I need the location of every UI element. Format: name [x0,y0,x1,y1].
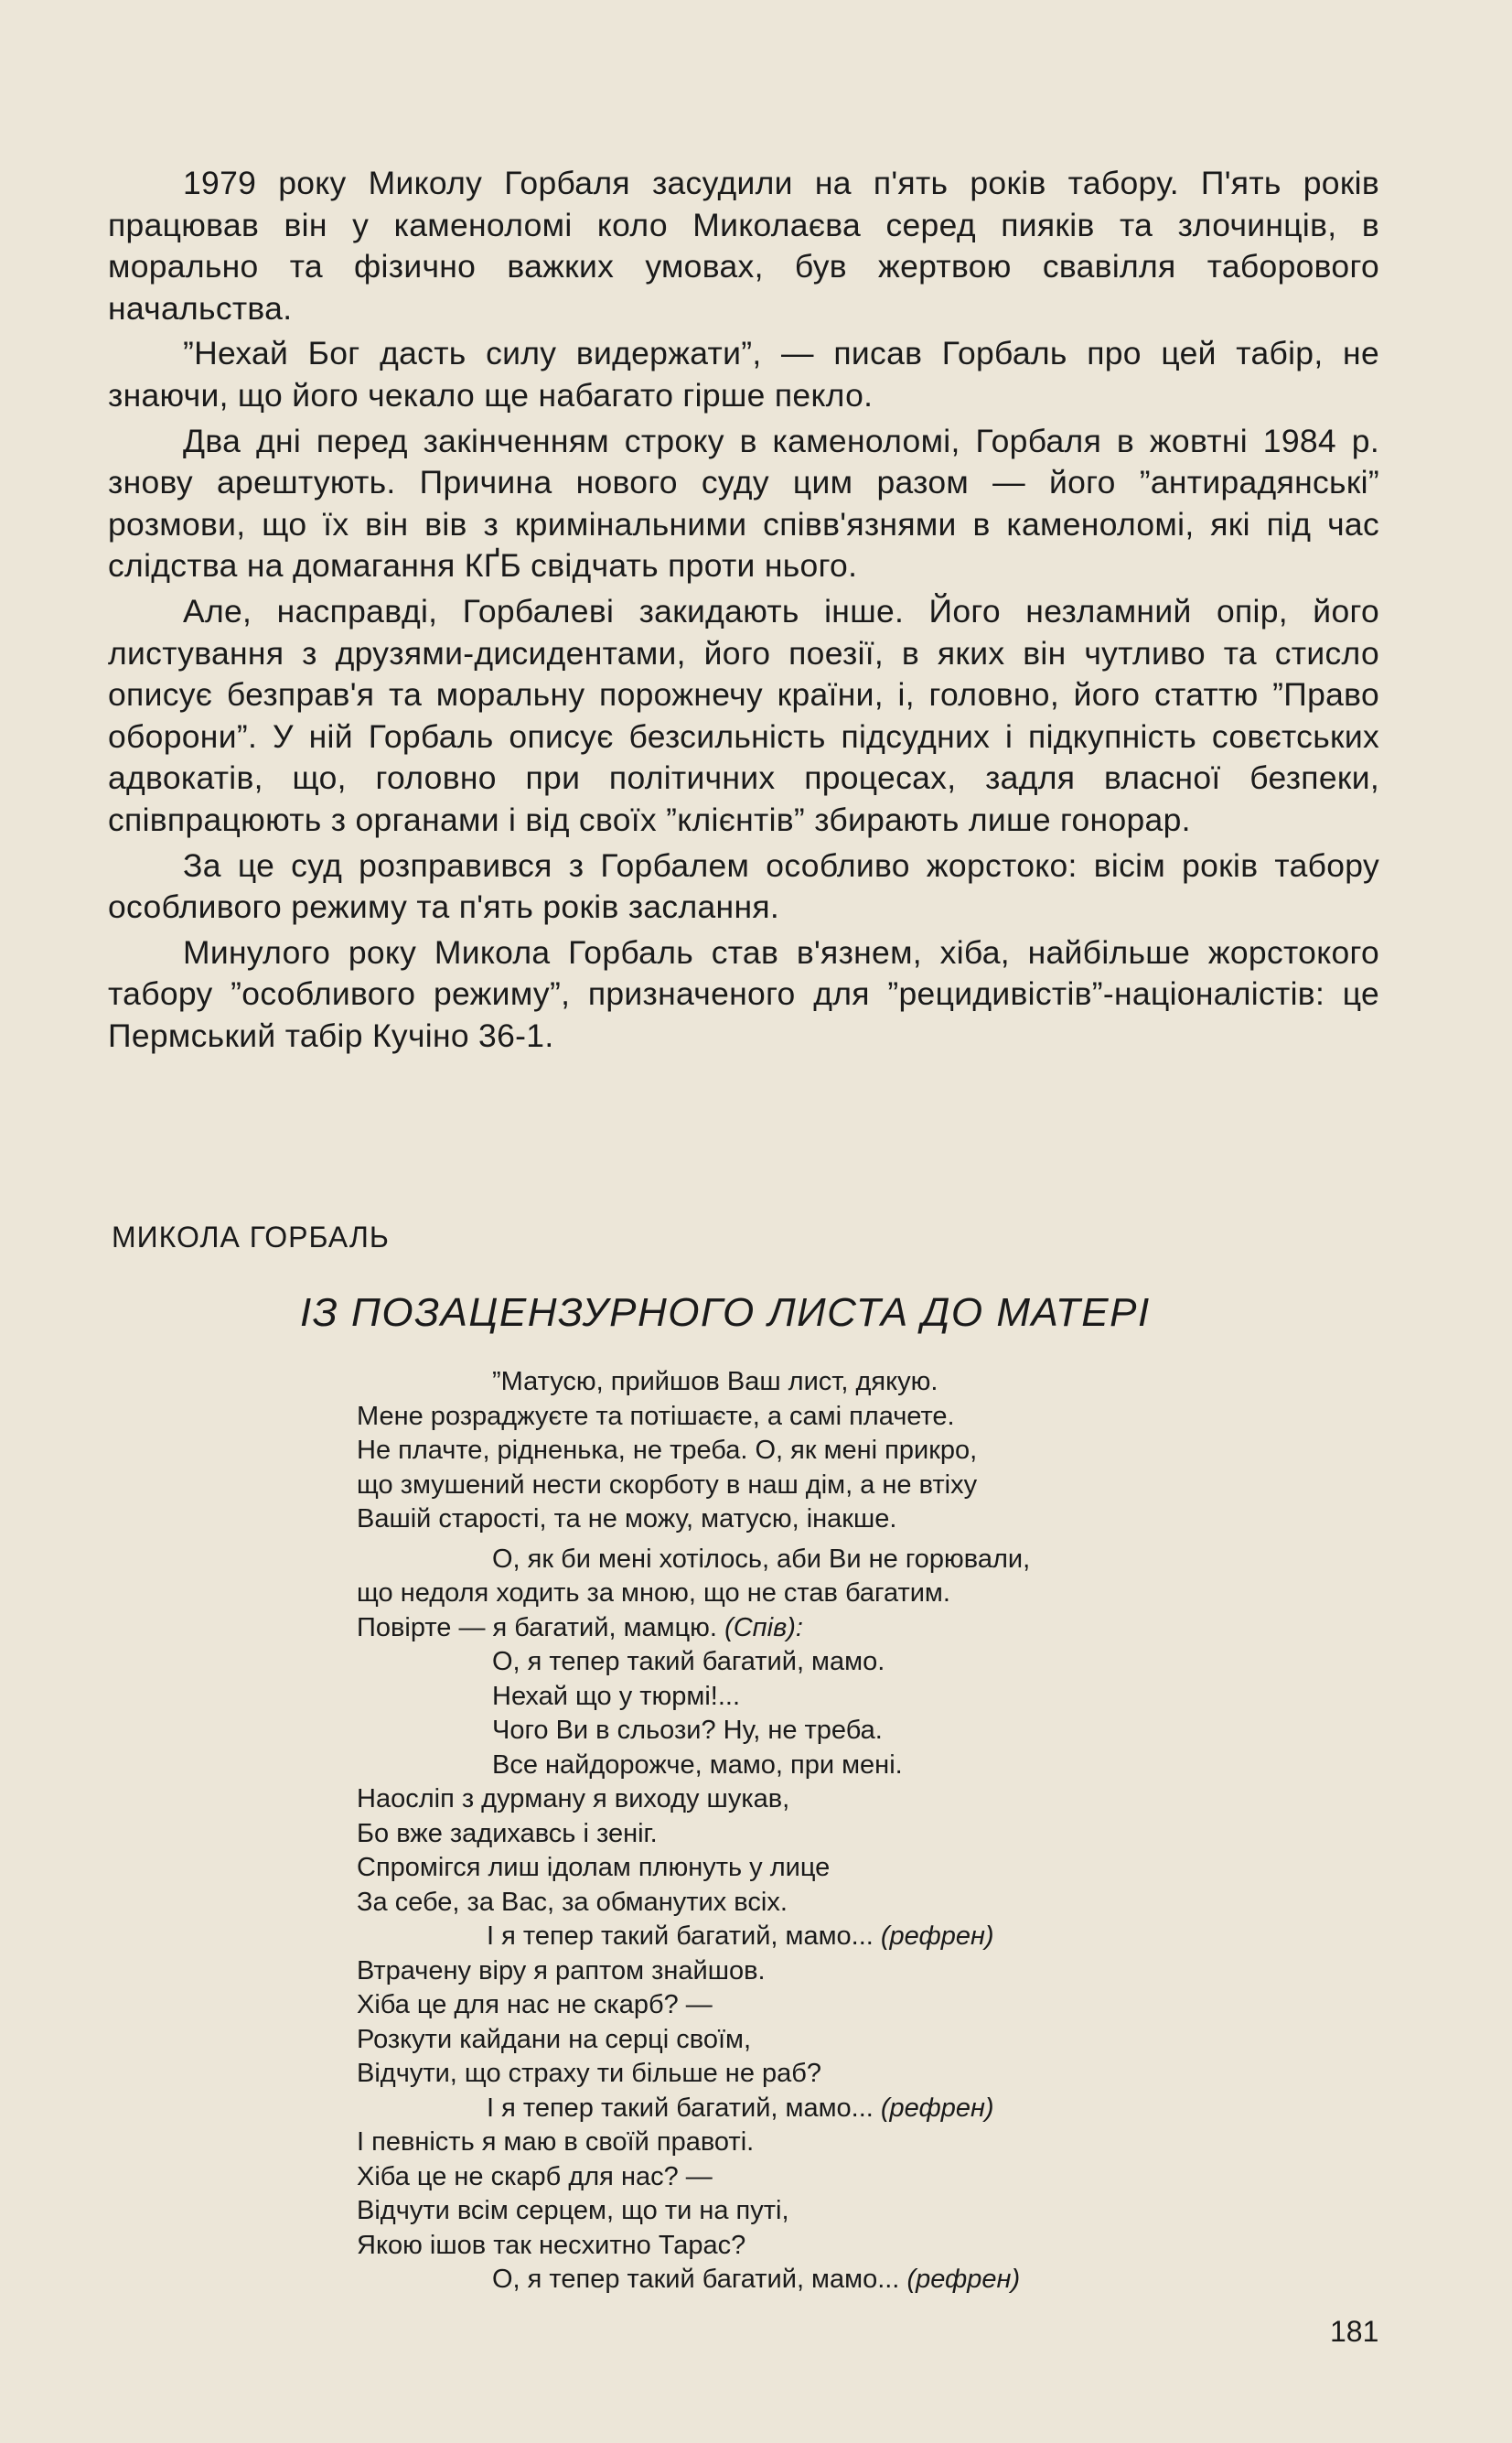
refrain-note: (рефрен) [880,1921,994,1951]
poem-line: що змушений нести скорботу в наш дім, а не втіху [357,1469,978,1500]
poem-line: Вашій старості, та не можу, матусю, інакше. [357,1504,897,1534]
poem-line: Чого Ви в сльози? Ну, не треба. [492,1716,883,1745]
poem-line: О, я тепер такий багатий, мамо. [492,1647,885,1676]
poem-line [357,2263,1235,2298]
poem-line: що недоля ходить за мною, що не став багатим. [357,1578,950,1608]
poem-line: О, як би мені хотілось, аби Ви не горювали, [492,1544,1031,1574]
paragraph-6: Минулого року Микола Горбаль став в'язнем, хіба, найбільше жорстокого табору ”особливого режиму”, призначеного для ”рецидивістів”-націоналістів: це Пермський табір Кучіно 36-1. [108,933,1379,1054]
poem-line: Розкути кайдани на серці своїм, [357,2024,752,2054]
poem-line: Бо вже задихавсь і зеніг. [357,1818,658,1848]
poem-line: Спромігся лиш ідолам плюнуть у лице [357,1853,831,1882]
poem-line [357,1611,1235,1646]
poem-line: Наосліп з дурману я виходу шукав, [357,1784,790,1813]
poem-line: Якою ішов так несхитно Тарас? [357,2230,746,2260]
poem-line: Відчути всім серцем, що ти на путі, [357,2196,789,2225]
poem-line: Все найдорожче, мамо, при мені. [492,1749,903,1780]
paragraph-5: За це суд розправився з Горбалем особливо жорстоко: вісім років табору особливого режиму та п'ять років заслання. [108,846,1379,926]
poem-line: І певність я маю в своїй правоті. [357,2127,755,2157]
poem-line: Нехай що у тюрмі!... [492,1681,741,1711]
paragraph-4: Але, насправді, Горбалеві закидають інше. Його незламний опір, його листування з друзями-дисидентами, його поезії, в яких він чутливо та стисло описує безправ'я та моральну порожнечу країни, і, головно, його статтю ”Право оборони”. У ній Горбаль описує безсильність підсудних і підкупність совєтських адвокатів, що, головно при політичних процесах, задля власної безпеки, співпрацюють з органами і від своїх ”клієнтів” збирають лише гонорар. [108,592,1379,838]
poem-line: Мене розраджуєте та потішаєте, а самі плачете. [357,1401,955,1431]
poem-line [357,1920,1235,1954]
refrain-line-text: О, я тепер такий багатий, мамо... [492,2265,900,2294]
stage-note: (Спів): [724,1612,803,1642]
poem-title: ІЗ ПОЗАЦЕНЗУРНОГО ЛИСТА ДО МАТЕРІ [300,1290,1151,1335]
paragraph-3: Два дні перед закінченням строку в каменоломі, Горбаля в жовтні 1984 р. знову арештують. Причина нового суду цим разом — його ”антирадянські” розмови, що їх він вів з кримінальними співв'язнями в каменоломі, які під час слідства на домагання КҐБ свідчать проти нього. [108,422,1379,585]
article-body [108,163,1379,1060]
paragraph-1: 1979 року Миколу Горбаля засудили на п'ять років табору. П'ять років працював він у каменоломі коло Миколаєва серед пияків та злочинців, в морально та фізично важких умовах, був жертвою свавілля таборового начальства. [108,165,1379,327]
page-number: 181 [1330,2315,1379,2348]
refrain-note: (рефрен) [880,2093,994,2123]
poem-line: Відчути, що страху ти більше не раб? [357,2059,821,2088]
poem-line-text: Повірте — я багатий, мамцю. [357,1612,717,1642]
poem-line: Хіба це не скарб для нас? — [357,2161,713,2191]
poem-line: ”Матусю, прийшов Ваш лист, дякую. [492,1367,938,1396]
refrain-note: (рефрен) [906,2265,1021,2294]
refrain-line-text: І я тепер такий багатий, мамо... [487,1921,874,1951]
poem-author: МИКОЛА ГОРБАЛЬ [112,1221,390,1254]
poem-line [357,2092,1235,2126]
poem-line: Хіба це для нас не скарб? — [357,1990,713,2019]
poem-line: За себе, за Вас, за обманутих всіх. [357,1887,788,1917]
refrain-line-text: І я тепер такий багатий, мамо... [487,2093,874,2123]
poem-line: Втрачену віру я раптом знайшов. [357,1955,766,1986]
poem-line: Не плачте, рідненька, не треба. О, як мені прикро, [357,1436,978,1465]
paragraph-2: ”Нехай Бог дасть силу видержати”, — писав Горбаль про цей табір, не знаючи, що його чекало ще набагато гірше пекло. [108,335,1379,414]
poem-body [357,1365,1235,2298]
